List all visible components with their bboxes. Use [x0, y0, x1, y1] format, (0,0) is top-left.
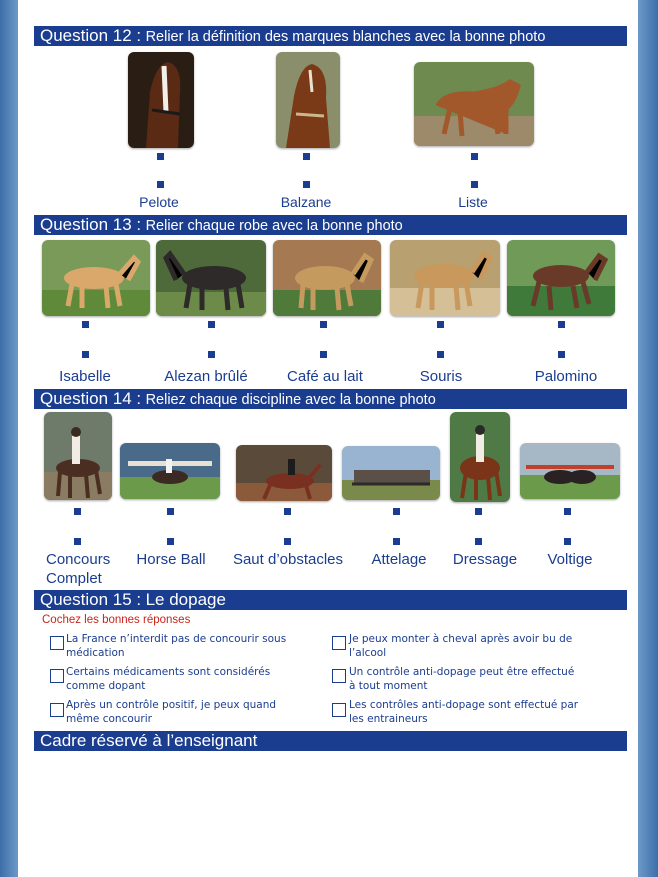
q14-photo-1[interactable] [44, 412, 112, 500]
q14-photo-4[interactable] [342, 446, 440, 500]
q14-dot-label-3[interactable] [284, 538, 291, 545]
worksheet [18, 0, 638, 877]
q15-checkbox-4[interactable] [332, 669, 346, 683]
q14-label-1: Concours Complet [46, 551, 111, 587]
q13-dot-photo-1[interactable] [82, 321, 89, 328]
q15-banner [34, 590, 627, 610]
teacher-area[interactable] [34, 752, 627, 862]
q15-checkbox-6[interactable] [332, 703, 346, 717]
q14-dot-photo-6[interactable] [564, 508, 571, 515]
q12-label-3: Liste [458, 194, 488, 210]
q13-label-2: Alezan brûlé [164, 368, 248, 385]
q13-dot-label-5[interactable] [558, 351, 565, 358]
right-frame [638, 0, 658, 877]
q13-dot-label-1[interactable] [82, 351, 89, 358]
q15-checkbox-5[interactable] [50, 703, 64, 717]
q14-dot-photo-1[interactable] [74, 508, 81, 515]
q15-checkbox-1[interactable] [50, 636, 64, 650]
q14-dot-photo-3[interactable] [284, 508, 291, 515]
q12-title: Relier la définition des marques blanches avec la bonne photo [145, 29, 546, 45]
q13-dot-label-3[interactable] [320, 351, 327, 358]
q14-dot-label-1[interactable] [74, 538, 81, 545]
q14-dot-photo-5[interactable] [475, 508, 482, 515]
q14-photo-3[interactable] [236, 445, 332, 501]
q14-banner [34, 389, 627, 409]
q15-title: Le dopage [145, 590, 226, 609]
q13-label-4: Souris [419, 368, 463, 385]
q13-label-3: Café au lait [287, 368, 363, 385]
q14-photo-6[interactable] [520, 443, 620, 499]
q13-photo-2[interactable] [156, 240, 266, 316]
q15-option-1: La France n’interdit pas de concourir sous médication [66, 633, 287, 659]
q13-dot-photo-4[interactable] [437, 321, 444, 328]
q13-dot-photo-3[interactable] [320, 321, 327, 328]
q15-option-6: Les contrôles anti-dopage sont effectué par les entraineurs [349, 699, 579, 725]
q12-dot-label-1[interactable] [157, 181, 164, 188]
left-frame [0, 0, 18, 877]
q15-checkbox-2[interactable] [332, 636, 346, 650]
q15-option-4: Un contrôle anti-dopage peut être effectué à tout moment [349, 666, 575, 692]
q13-banner [34, 215, 627, 235]
q14-dot-label-6[interactable] [564, 538, 571, 545]
q13-photo-1[interactable] [42, 240, 150, 316]
q14-dot-label-2[interactable] [167, 538, 174, 545]
q12-photo-2[interactable] [276, 52, 340, 148]
teacher-title: Cadre réservé à l’enseignant [40, 731, 258, 750]
q13-photo-5[interactable] [507, 240, 615, 316]
q12-number: Question 12 : [40, 26, 142, 45]
q14-title: Reliez chaque discipline avec la bonne photo [145, 392, 436, 408]
q13-photo-4[interactable] [390, 240, 500, 316]
q14-label-3: Saut d’obstacles [232, 551, 344, 568]
q12-banner [34, 26, 627, 46]
q15-instruction: Cochez les bonnes réponses [42, 614, 191, 626]
q12-label-2: Balzane [280, 194, 332, 210]
q15-option-5: Après un contrôle positif, je peux quand même concourir [66, 699, 277, 725]
q13-dot-photo-5[interactable] [558, 321, 565, 328]
q14-photo-5[interactable] [450, 412, 510, 502]
q14-label-4: Attelage [371, 551, 427, 568]
q14-dot-photo-2[interactable] [167, 508, 174, 515]
q12-dot-photo-1[interactable] [157, 153, 164, 160]
q13-label-5: Palomino [534, 368, 598, 385]
q14-number: Question 14 : [40, 389, 142, 408]
q12-dot-label-3[interactable] [471, 181, 478, 188]
teacher-banner [34, 731, 627, 751]
q12-photo-3[interactable] [414, 62, 534, 146]
q15-option-2: Je peux monter à cheval après avoir bu de l’alcool [349, 633, 573, 659]
q13-photo-3[interactable] [273, 240, 381, 316]
q12-dot-photo-3[interactable] [471, 153, 478, 160]
q15-option-3: Certains médicaments sont considérés comme dopant [66, 666, 271, 692]
q14-photo-2[interactable] [120, 443, 220, 499]
q12-photo-1[interactable] [128, 52, 194, 148]
q13-number: Question 13 : [40, 215, 142, 234]
q15-number: Question 15 : [40, 590, 142, 609]
q14-dot-label-4[interactable] [393, 538, 400, 545]
q14-dot-photo-4[interactable] [393, 508, 400, 515]
q12-label-1: Pelote [139, 194, 179, 210]
q14-label-5: Dressage [452, 551, 518, 568]
q15-checkbox-3[interactable] [50, 669, 64, 683]
q14-label-6: Voltige [547, 551, 593, 568]
q13-label-1: Isabelle [59, 368, 111, 385]
q13-title: Relier chaque robe avec la bonne photo [145, 218, 403, 234]
q12-dot-photo-2[interactable] [303, 153, 310, 160]
q13-dot-photo-2[interactable] [208, 321, 215, 328]
q13-dot-label-4[interactable] [437, 351, 444, 358]
q13-dot-label-2[interactable] [208, 351, 215, 358]
q12-dot-label-2[interactable] [303, 181, 310, 188]
q14-label-2: Horse Ball [136, 551, 206, 568]
q14-dot-label-5[interactable] [475, 538, 482, 545]
